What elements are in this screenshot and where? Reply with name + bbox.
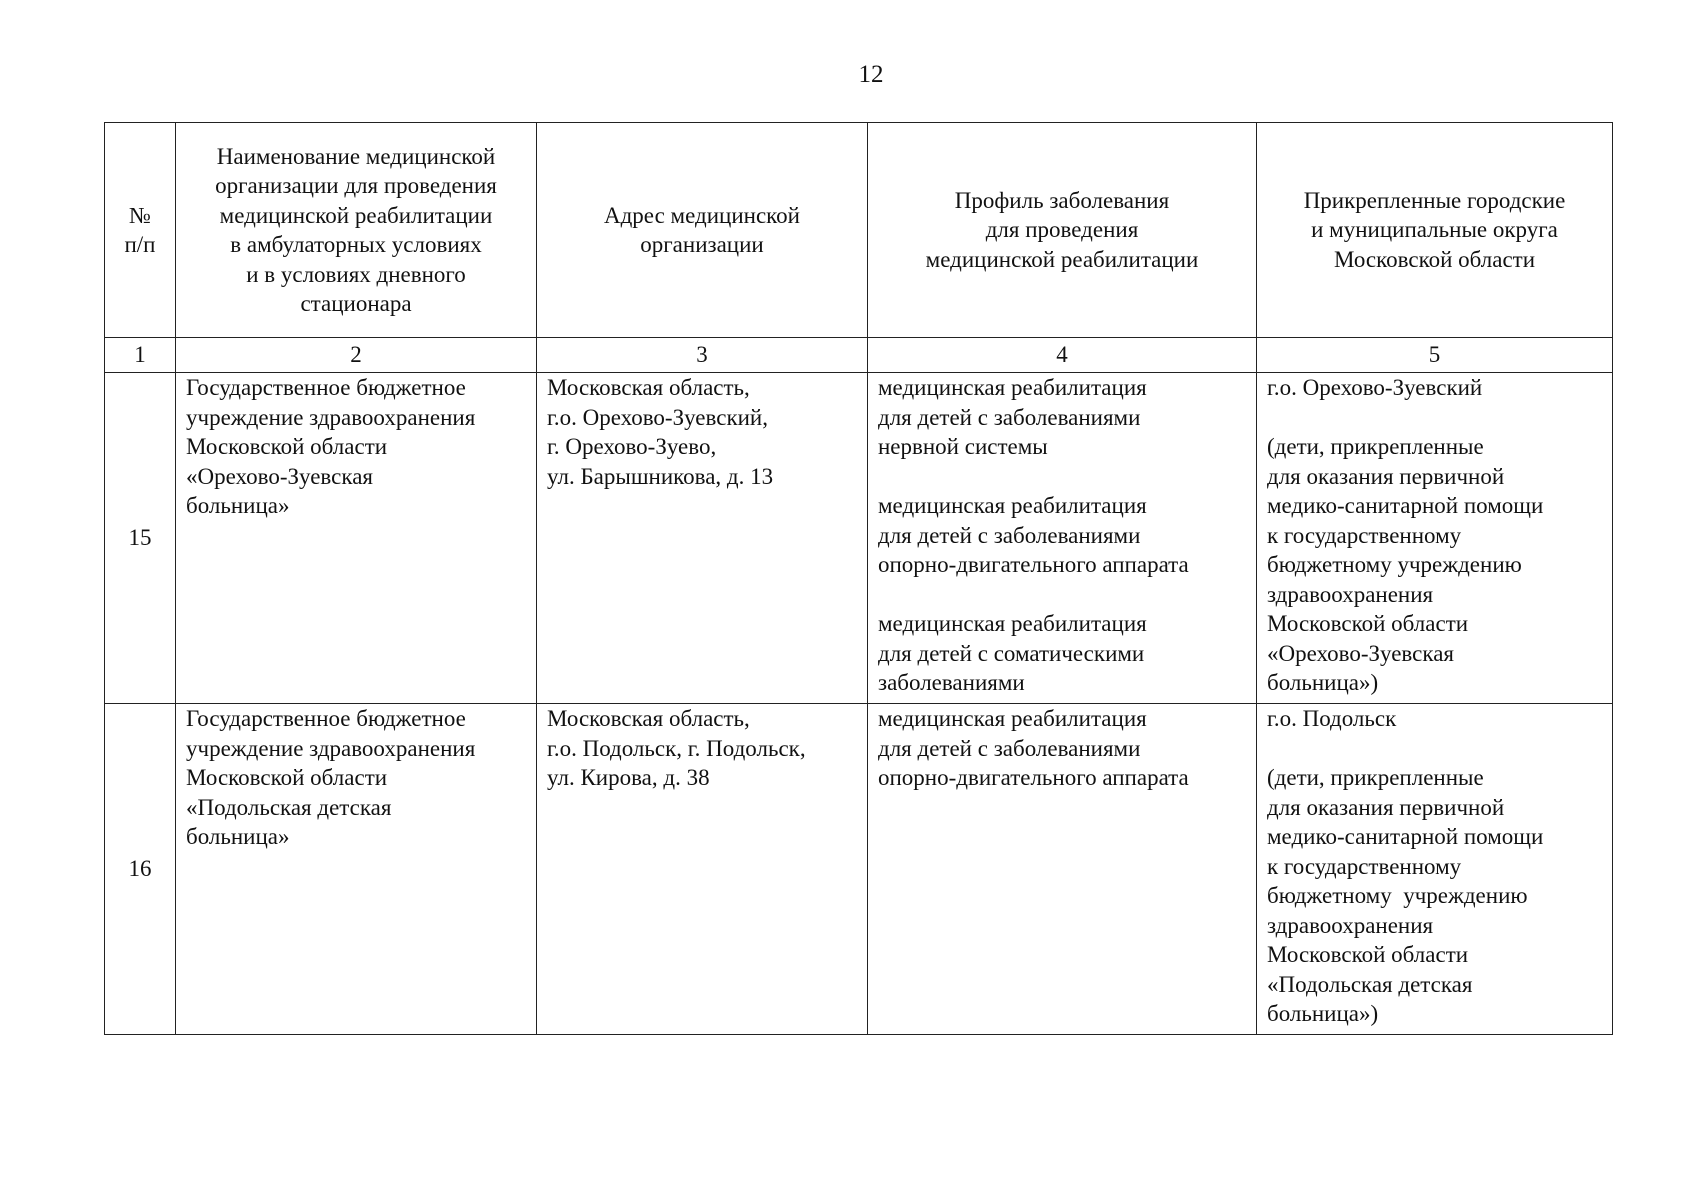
organization-cell: Государственное бюджетное учреждение здравоохранения Московской области «Орехово-Зуевская больница» (176, 373, 537, 704)
header-profile: Профиль заболевания для проведения медицинской реабилитации (868, 123, 1257, 338)
header-address: Адрес медицинской организации (537, 123, 868, 338)
column-number: 1 (105, 338, 176, 373)
column-number-row (105, 338, 1613, 373)
column-number: 4 (868, 338, 1257, 373)
header-row (105, 123, 1613, 338)
page-number: 12 (858, 61, 884, 88)
column-number: 3 (537, 338, 868, 373)
profile-cell: медицинская реабилитация для детей с заболеваниями опорно-двигательного аппарата (868, 704, 1257, 1035)
row-number: 16 (105, 704, 176, 1035)
header-number: № п/п (105, 123, 176, 338)
address-cell: Московская область, г.о. Подольск, г. Подольск, ул. Кирова, д. 38 (537, 704, 868, 1035)
header-districts: Прикрепленные городские и муниципальные округа Московской области (1257, 123, 1613, 338)
profile-cell: медицинская реабилитация для детей с заболеваниями нервной системы медицинская реабилитация для детей с заболеваниями опорно-двигательного аппарата медицинская реабилитация для детей с соматическими заболеваниями (868, 373, 1257, 704)
column-number: 5 (1257, 338, 1613, 373)
district-cell: г.о. Подольск (дети, прикрепленные для оказания первичной медико-санитарной помощи к государственному бюджетному учреждению здравоохранения Московской области «Подольская детская больница») (1257, 704, 1613, 1035)
table-row (105, 373, 1613, 704)
table-row (105, 704, 1613, 1035)
row-number: 15 (105, 373, 176, 704)
column-number: 2 (176, 338, 537, 373)
district-cell: г.о. Орехово-Зуевский (дети, прикрепленные для оказания первичной медико-санитарной помощи к государственному бюджетному учреждению здравоохранения Московской области «Орехово-Зуевская больница») (1257, 373, 1613, 704)
rehabilitation-table (104, 122, 1613, 1035)
address-cell: Московская область, г.о. Орехово-Зуевский, г. Орехово-Зуево, ул. Барышникова, д. 13 (537, 373, 868, 704)
organization-cell: Государственное бюджетное учреждение здравоохранения Московской области «Подольская детская больница» (176, 704, 537, 1035)
header-organization: Наименование медицинской организации для проведения медицинской реабилитации в амбулаторных условиях и в условиях дневного стационара (176, 123, 537, 338)
